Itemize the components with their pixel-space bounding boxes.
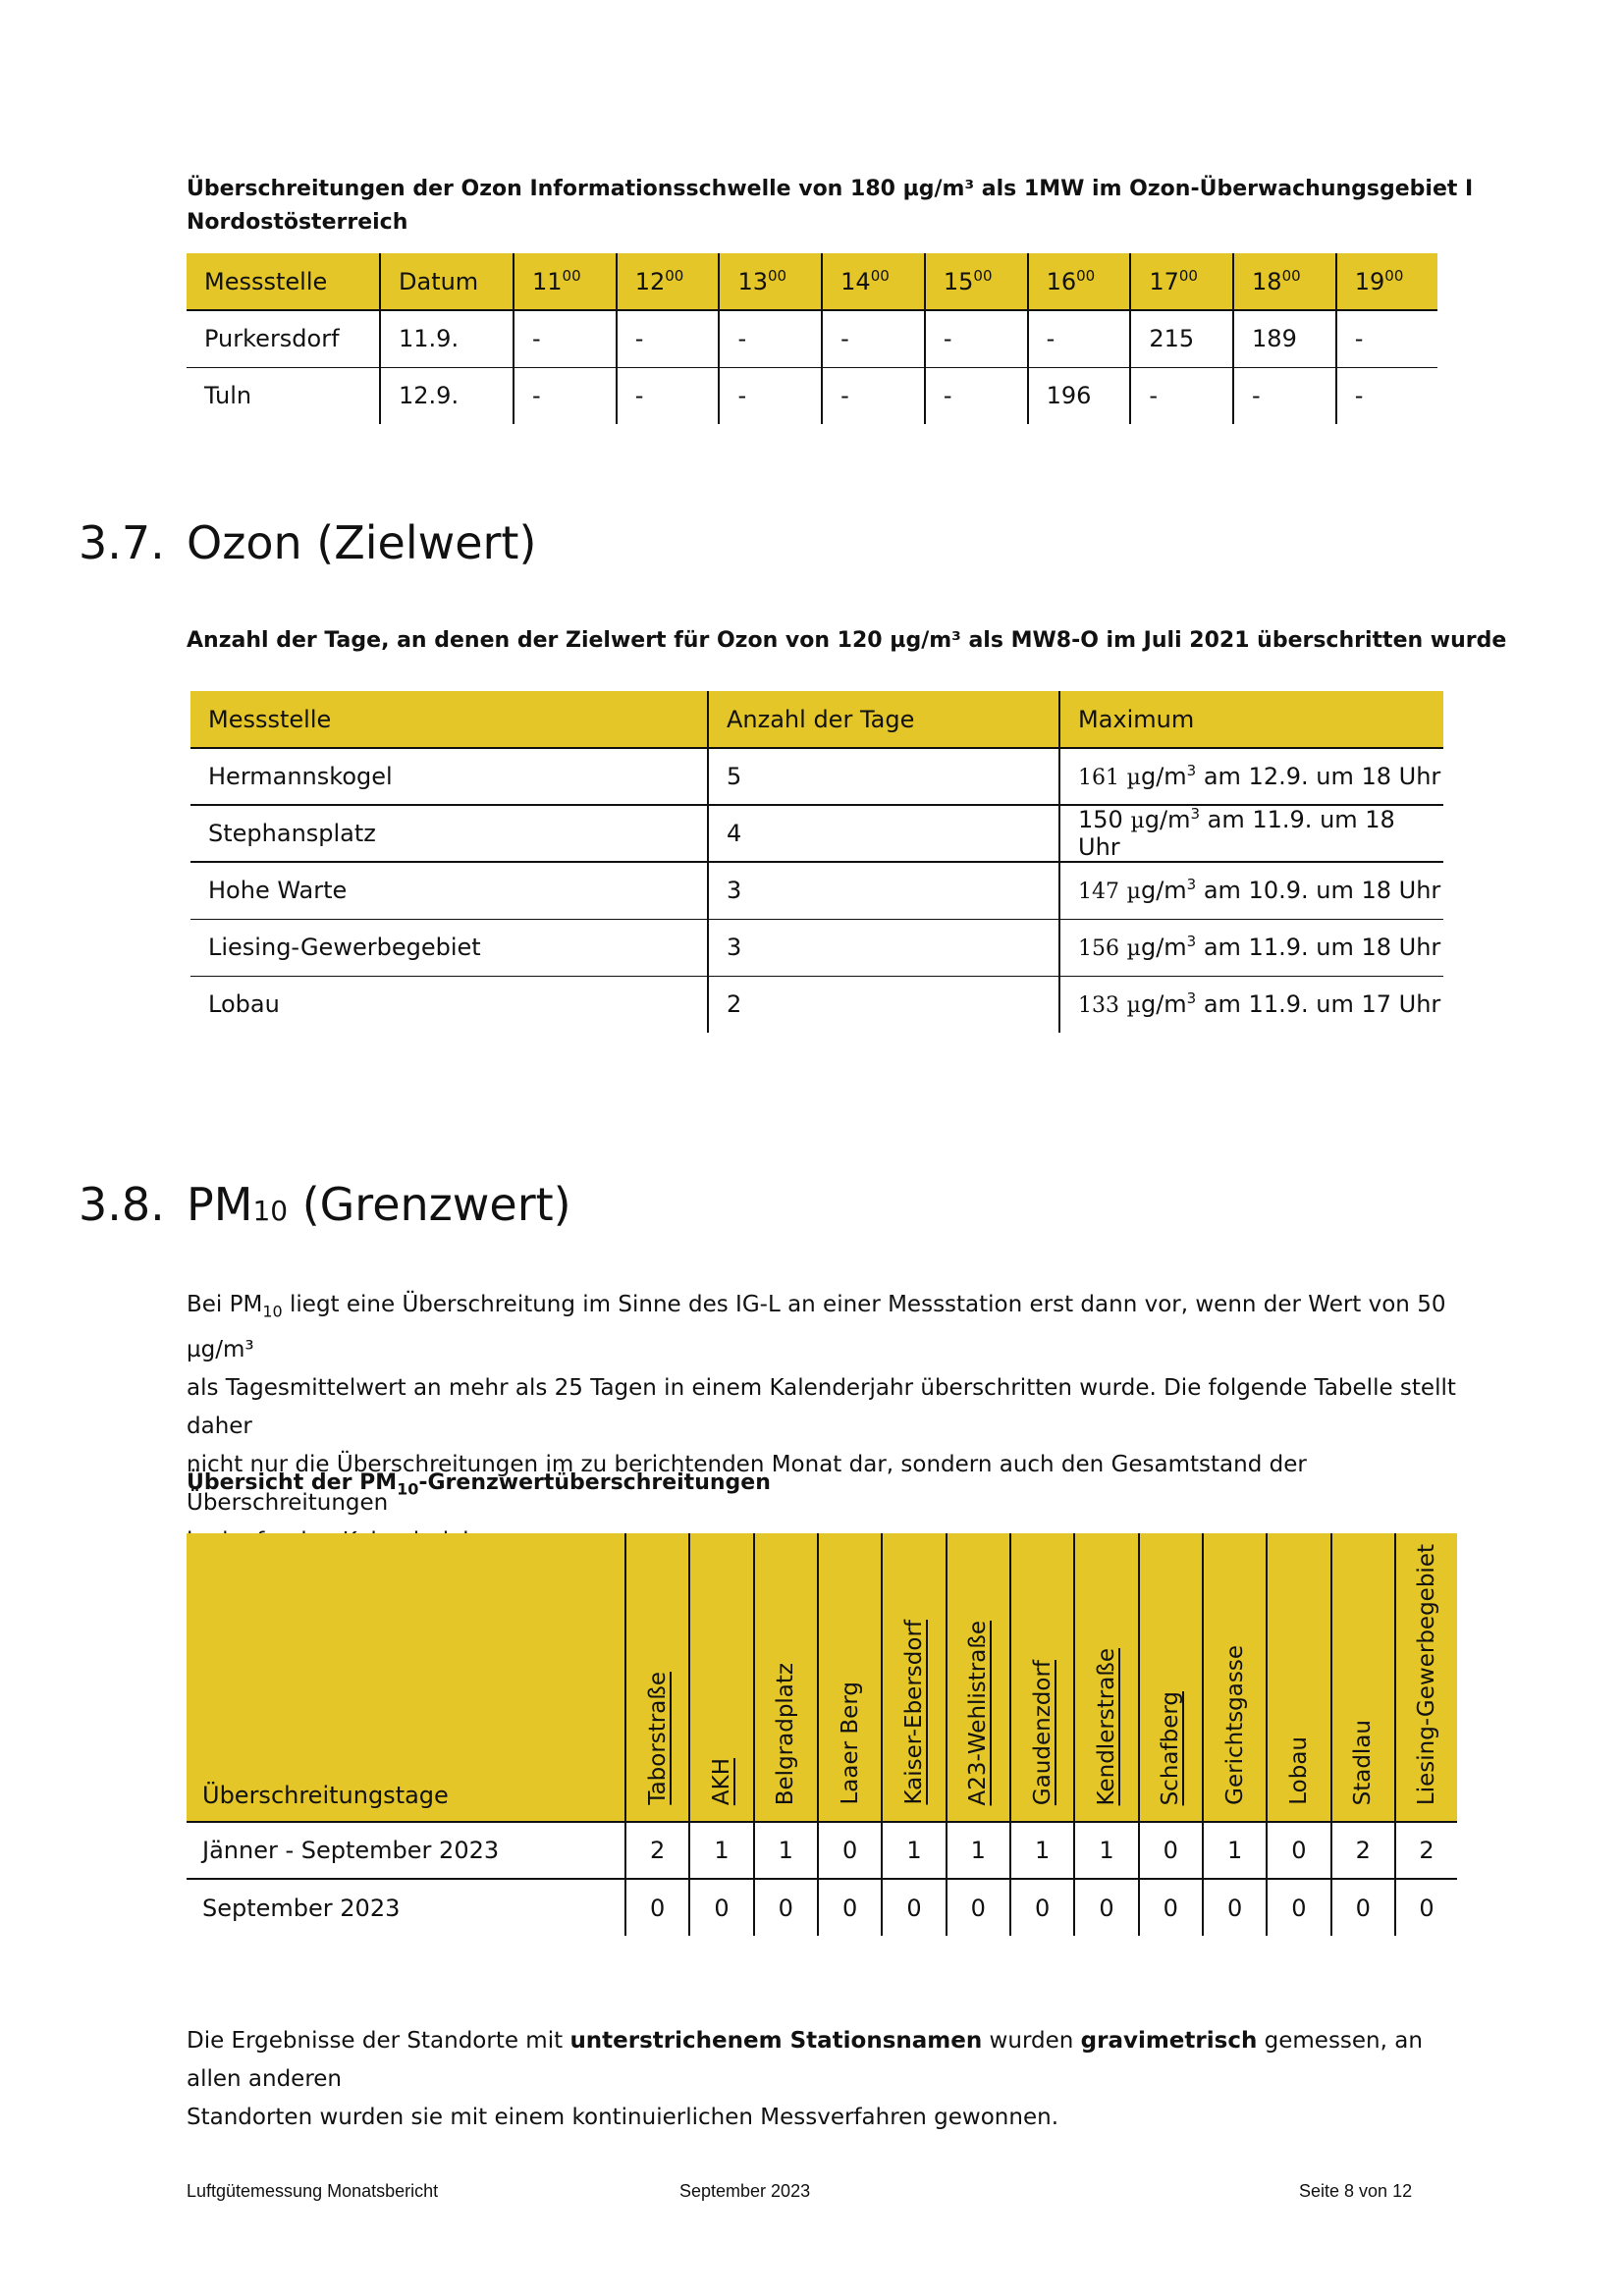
col-header-date: Datum xyxy=(380,253,514,310)
table-row xyxy=(187,367,1437,424)
col-header-hour: $18^{00}$ xyxy=(1233,253,1336,310)
col-header-days: Anzahl der Tage xyxy=(708,691,1059,748)
col-header-station: Messstelle xyxy=(187,253,380,310)
cell-station: Liesing-Gewerbegebiet xyxy=(190,919,708,976)
cell-max: 161 $\mu g/m^3$ am 12.9. um 18 Uhr xyxy=(1059,748,1443,805)
ozone-info-caption-line2: Nordostösterreich xyxy=(187,210,408,235)
cell-value: 0 xyxy=(1203,1879,1267,1936)
pm10-intro-paragraph xyxy=(187,1286,1463,1561)
section-3-7-heading xyxy=(79,516,864,575)
section-number: 3.7. xyxy=(79,516,165,569)
cell-station: Tuln xyxy=(204,382,252,410)
cell-value: - xyxy=(617,310,720,367)
cell-value: 1 xyxy=(947,1822,1010,1879)
paragraph-line: Standorten wurden sie mit einem kontinuierlichen Messverfahren gewonnen. xyxy=(187,2105,1059,2130)
col-header-max: Maximum xyxy=(1059,691,1443,748)
cell-value: 1 xyxy=(1074,1822,1138,1879)
cell-value: 196 xyxy=(1028,367,1131,424)
paragraph-line: Die Ergebnisse der Standorte mit unterstrichenem Stationsnamen wurden gravimetrisch gemessen, an allen anderen xyxy=(187,2028,1423,2092)
pm10-table-caption: Übersicht der $PM_{10}$-Grenzwertüberschreitungen xyxy=(187,1470,771,1499)
table-header-row xyxy=(187,1533,1457,1822)
row-label: Jänner - September 2023 xyxy=(187,1822,625,1879)
cell-value: 2 xyxy=(1331,1822,1395,1879)
cell-value: 1 xyxy=(1010,1822,1074,1879)
station-header: Lobau xyxy=(1267,1533,1330,1822)
cell-value: 0 xyxy=(882,1879,946,1936)
station-header: Gerichtsgasse xyxy=(1203,1533,1267,1822)
cell-days: 2 xyxy=(708,976,1059,1033)
col-header-hour: $19^{00}$ xyxy=(1336,253,1437,310)
table-row xyxy=(190,862,1443,919)
col-header-hour: $12^{00}$ xyxy=(617,253,720,310)
cell-max: 133 $\mu g/m^3$ am 11.9. um 17 Uhr xyxy=(1059,976,1443,1033)
cell-value: - xyxy=(1233,367,1336,424)
ozone-info-caption xyxy=(187,173,1473,240)
paragraph-line: nicht nur die Überschreitungen im zu berichtenden Monat dar, sondern auch den Gesamtstand der Überschreitungen xyxy=(187,1451,1307,1516)
cell-station: Hohe Warte xyxy=(190,862,708,919)
paragraph-line: als Tagesmittelwert an mehr als 25 Tagen in einem Kalenderjahr überschritten wurde. Die folgende Tabelle stellt daher xyxy=(187,1374,1456,1439)
cell-value: 0 xyxy=(1395,1879,1457,1936)
col-header-hour: $16^{00}$ xyxy=(1028,253,1131,310)
cell-value: - xyxy=(514,310,617,367)
ozone-info-table xyxy=(187,253,1437,424)
cell-station: Hermannskogel xyxy=(190,748,708,805)
table-header-row xyxy=(190,691,1443,748)
cell-value: - xyxy=(719,367,822,424)
station-header: Taborstraße xyxy=(625,1533,689,1822)
station-header: Belgradplatz xyxy=(754,1533,818,1822)
col-header-hour: $13^{00}$ xyxy=(719,253,822,310)
section-number: 3.8. xyxy=(79,1178,165,1231)
cell-value: 0 xyxy=(1267,1822,1330,1879)
cell-value: - xyxy=(822,367,925,424)
cell-value: 0 xyxy=(1267,1879,1330,1936)
row-header-label: Überschreitungstage xyxy=(202,1782,449,1809)
cell-value: - xyxy=(719,310,822,367)
ozone-info-caption-line1: Überschreitungen der Ozon Informationsschwelle von 180 µg/m³ als 1MW im Ozon-Überwachungsgebiet I xyxy=(187,177,1474,201)
cell-value: 189 xyxy=(1233,310,1336,367)
paragraph-line: Bei $PM_{10}$ liegt eine Überschreitung im Sinne des IG-L an einer Messstation erst dann vor, wenn der Wert von 50 µg/m³ xyxy=(187,1292,1446,1362)
cell-value: - xyxy=(1130,367,1233,424)
cell-value: - xyxy=(925,310,1028,367)
cell-value: 0 xyxy=(1139,1879,1203,1936)
footer-center: September 2023 xyxy=(679,2181,811,2201)
col-header-hour: $14^{00}$ xyxy=(822,253,925,310)
cell-value: 2 xyxy=(1395,1822,1457,1879)
col-header-station: Messstelle xyxy=(208,705,332,733)
cell-date: 11.9. xyxy=(380,310,514,367)
cell-date: 12.9. xyxy=(380,367,514,424)
cell-days: 3 xyxy=(708,862,1059,919)
cell-value: 215 xyxy=(1130,310,1233,367)
table-row xyxy=(187,1822,1457,1879)
table-row xyxy=(190,748,1443,805)
cell-value: 1 xyxy=(882,1822,946,1879)
station-header: Laaer Berg xyxy=(818,1533,882,1822)
cell-value: 2 xyxy=(625,1822,689,1879)
station-header: AKH xyxy=(689,1533,753,1822)
ozone-target-caption: Anzahl der Tage, an denen der Zielwert für Ozon von 120 µg/m³ als MW8-O im Juli 2021 überschritten wurde xyxy=(187,628,1507,653)
cell-value: - xyxy=(1336,310,1437,367)
cell-value: 0 xyxy=(1331,1879,1395,1936)
station-header: Liesing-Gewerbegebiet xyxy=(1395,1533,1457,1822)
table-row xyxy=(187,1879,1457,1936)
section-3-8-heading xyxy=(79,1178,864,1237)
measurement-note xyxy=(187,2022,1463,2137)
row-label: September 2023 xyxy=(202,1894,401,1922)
col-header-hour: $15^{00}$ xyxy=(925,253,1028,310)
cell-value: 0 xyxy=(1074,1879,1138,1936)
cell-days: 5 xyxy=(708,748,1059,805)
table-row xyxy=(190,805,1443,862)
cell-value: 1 xyxy=(754,1822,818,1879)
cell-value: - xyxy=(1028,310,1131,367)
table-row xyxy=(187,310,1437,367)
cell-value: 0 xyxy=(818,1822,882,1879)
cell-value: 0 xyxy=(1139,1822,1203,1879)
cell-value: 1 xyxy=(1203,1822,1267,1879)
cell-value: 0 xyxy=(625,1879,689,1936)
footer-right: Seite 8 von 12 xyxy=(1299,2181,1413,2201)
station-header: Kaiser-Ebersdorf xyxy=(882,1533,946,1822)
cell-max: 156 $\mu g/m^3$ am 11.9. um 18 Uhr xyxy=(1059,919,1443,976)
station-header: Stadlau xyxy=(1331,1533,1395,1822)
table-row xyxy=(190,919,1443,976)
cell-station: Lobau xyxy=(208,990,280,1019)
cell-max: 150 $\mu g/m^3$ am 11.9. um 18 Uhr xyxy=(1059,805,1443,862)
col-header-hour: $11^{00}$ xyxy=(514,253,617,310)
cell-value: - xyxy=(514,367,617,424)
station-header: Gaudenzdorf xyxy=(1010,1533,1074,1822)
cell-days: 4 xyxy=(708,805,1059,862)
cell-value: 0 xyxy=(754,1879,818,1936)
paragraph-line: im laufenden Kalenderjahr. xyxy=(187,1527,492,1554)
col-header-hour: $17^{00}$ xyxy=(1130,253,1233,310)
cell-value: 1 xyxy=(689,1822,753,1879)
cell-station: Purkersdorf xyxy=(187,310,380,367)
table-header-row xyxy=(187,253,1437,310)
cell-value: 0 xyxy=(947,1879,1010,1936)
cell-value: - xyxy=(1336,367,1437,424)
footer-left: Luftgütemessung Monatsbericht xyxy=(187,2181,439,2201)
table-row xyxy=(190,976,1443,1033)
cell-value: - xyxy=(925,367,1028,424)
section-title: PM10 (Grenzwert) xyxy=(187,1178,571,1231)
station-header: A23-Wehlistraße xyxy=(947,1533,1010,1822)
cell-value: 0 xyxy=(1010,1879,1074,1936)
ozone-target-table xyxy=(190,691,1443,1033)
cell-station: Stephansplatz xyxy=(190,805,708,862)
station-header: Kendlerstraße xyxy=(1074,1533,1138,1822)
cell-max: 147 $\mu g/m^3$ am 10.9. um 18 Uhr xyxy=(1059,862,1443,919)
pm10-exceedance-table xyxy=(187,1533,1457,1936)
station-header: Schafberg xyxy=(1139,1533,1203,1822)
cell-value: - xyxy=(822,310,925,367)
section-title: Ozon (Zielwert) xyxy=(187,516,537,569)
cell-value: - xyxy=(617,367,720,424)
cell-days: 3 xyxy=(708,919,1059,976)
cell-value: 0 xyxy=(818,1879,882,1936)
cell-value: 0 xyxy=(689,1879,753,1936)
